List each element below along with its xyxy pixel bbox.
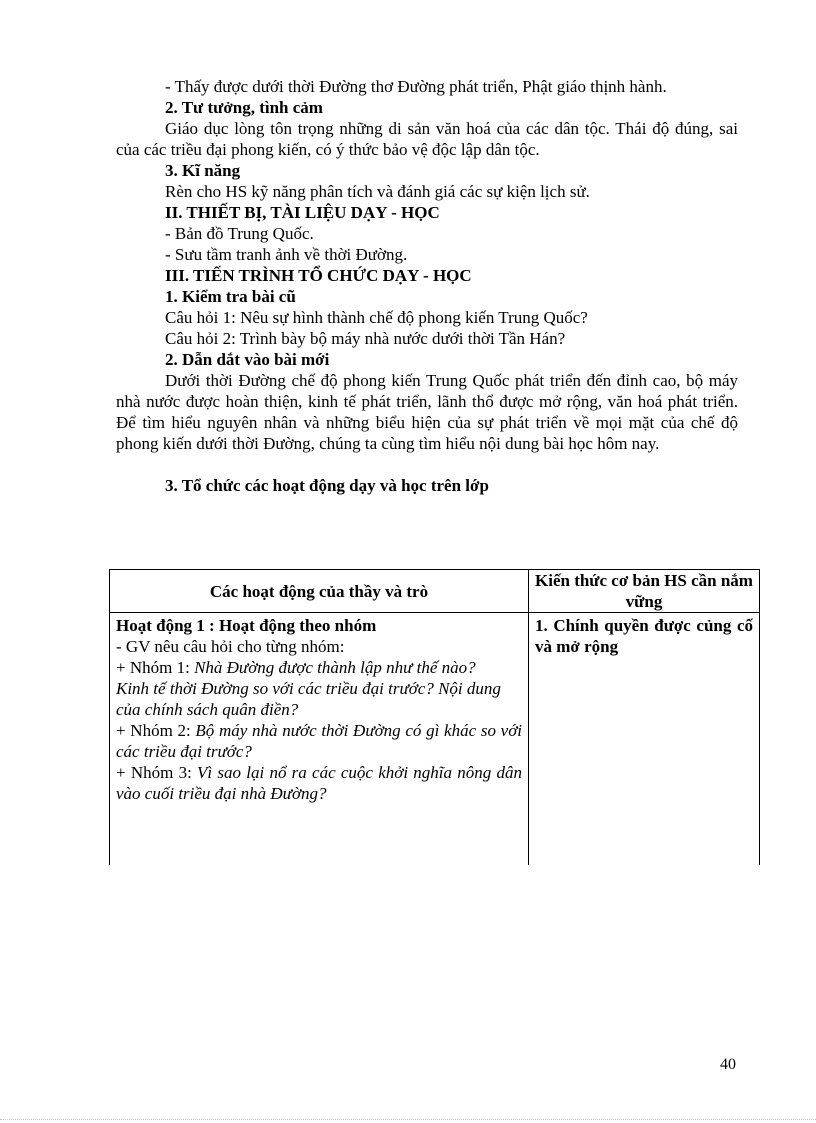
heading-ki-nang: 3. Kĩ năng: [165, 161, 241, 180]
spacer: [116, 454, 738, 475]
group-1-extra: của chính sách quân điền?: [116, 700, 299, 719]
activities-table: [109, 569, 760, 865]
knowledge-point: 1. Chính quyền được củng cố và mở rộng: [535, 616, 753, 656]
group-3-question: [116, 762, 522, 804]
page-number: 40: [720, 1056, 736, 1073]
equipment-item: - Sưu tầm tranh ảnh về thời Đường.: [165, 245, 408, 264]
heading-kiem-tra: 1. Kiểm tra bài cũ: [165, 287, 296, 306]
header-knowledge: Kiến thức cơ bản HS cần nắm vững: [529, 570, 760, 613]
heading-dan-dat: 2. Dẫn dắt vào bài mới: [165, 350, 330, 369]
group-question-text: Nhà Đường được thành lập như thế nào?: [194, 658, 476, 677]
document-body: [116, 76, 738, 496]
equipment-item: - Bản đồ Trung Quốc.: [165, 224, 314, 243]
paragraph-dan-dat: Dưới thời Đường chế độ phong kiến Trung Quốc phát triển đến đỉnh cao, bộ máy nhà nước được hoàn thiện, kinh tế phát triển, lãnh thổ được mở rộng, văn hoá phát triển. Để tìm hiểu nguyên nhân và những biểu hiện của sự phát triển về mọi mặt của chế độ phong kiến dưới thời Đường, chúng ta cùng tìm hiểu nội dung bài học hôm nay.: [116, 371, 738, 453]
gv-instruction: - GV nêu câu hỏi cho từng nhóm:: [116, 637, 345, 656]
table-row: [110, 613, 760, 866]
activities-cell: [110, 613, 529, 866]
review-question: Câu hỏi 1: Nêu sự hình thành chế độ phong kiến Trung Quốc?: [165, 308, 588, 327]
table-header-row: [110, 570, 760, 613]
group-question-text: Bộ máy nhà nước thời Đường có gì khác so với các triều đại trước?: [116, 721, 522, 761]
page-edge-divider: [0, 1119, 816, 1120]
group-label: + Nhóm 1:: [116, 658, 195, 677]
objective-line: - Thấy được dưới thời Đường thơ Đường phát triển, Phật giáo thịnh hành.: [165, 77, 667, 96]
group-1-extra: Kinh tế thời Đường so với các triều đại trước? Nội dung: [116, 679, 501, 698]
group-question-text: Vì sao lại nổ ra các cuộc khởi nghĩa nông dân vào cuối triều đại nhà Đường?: [116, 763, 523, 803]
group-2-question: [116, 720, 522, 762]
activity-title: Hoạt động 1 : Hoạt động theo nhóm: [116, 616, 377, 635]
knowledge-cell: [529, 613, 760, 866]
heading-to-chuc: 3. Tổ chức các hoạt động dạy và học trên lớp: [165, 476, 489, 495]
group-1-question: [116, 657, 522, 678]
paragraph-ki-nang: Rèn cho HS kỹ năng phân tích và đánh giá các sự kiện lịch sử.: [165, 182, 590, 201]
header-activities: Các hoạt động của thầy và trò: [110, 570, 529, 613]
heading-tu-tuong: 2. Tư tưởng, tình cảm: [165, 98, 323, 117]
review-question: Câu hỏi 2: Trình bày bộ máy nhà nước dưới thời Tần Hán?: [165, 329, 566, 348]
section-heading-thiet-bi: II. THIẾT BỊ, TÀI LIỆU DẠY - HỌC: [165, 203, 440, 222]
group-label: + Nhóm 2:: [116, 721, 196, 740]
section-heading-tien-trinh: III. TIẾN TRÌNH TỔ CHỨC DẠY - HỌC: [165, 266, 472, 285]
group-label: + Nhóm 3:: [116, 763, 198, 782]
paragraph-tu-tuong: Giáo dục lòng tôn trọng những di sản văn hoá của các dân tộc. Thái độ đúng, sai của các triều đại phong kiến, có ý thức bảo vệ độc lập dân tộc.: [116, 119, 738, 159]
